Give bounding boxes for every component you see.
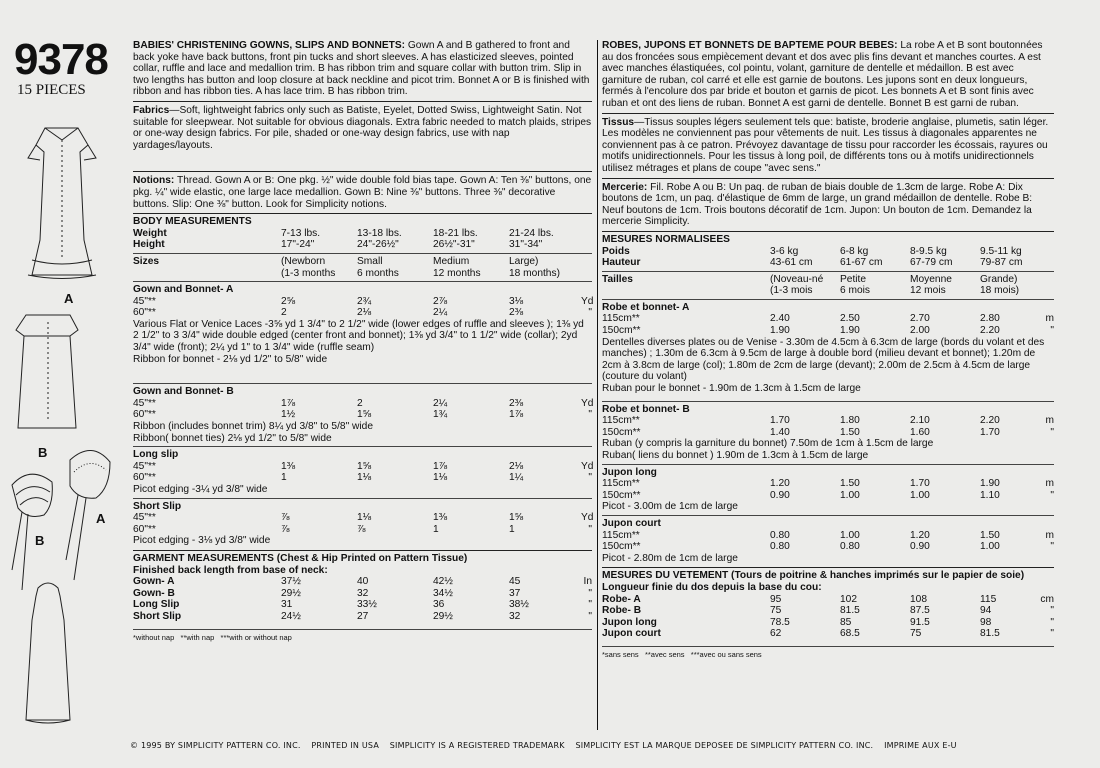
jupon-long-title: Jupon long (602, 466, 657, 478)
garment-measurements-subtitle: Finished back length from base of neck: (133, 564, 328, 576)
body-measurements-title: BODY MEASUREMENTS (133, 216, 252, 228)
picot-note: Picot - 3.00m de 1cm de large (602, 501, 738, 513)
dentelles-note: Dentelles diverses plates ou de Venise - 3.30m de 4.5cm à 6.3cm de large (bords du volant et des manches) ; 1.30m de 6.3cm à 9.5cm de large à double bord (milieu devant et bonnet); 1.20m de 2cm à 3.8cm de large (col); 1.80m de 2cm de large (devant); 2.00m de 2.5cm à 4.5cm de large (couture du volant) (602, 336, 1045, 383)
table-row: Robe- B 75 81.5 87.5 94 " (602, 605, 1054, 617)
mesures-vetement-title: MESURES DU VETEMENT (Tours de poitrine & hanches imprimés sur le papier de soie) (602, 570, 1025, 582)
table-row: 115cm** 2.40 2.50 2.70 2.80 m (602, 313, 1054, 325)
table-row: 150cm** 1.90 1.90 2.00 2.20 " (602, 325, 1054, 337)
table-row: 60"** 2 2⅛ 2¼ 2⅜ " (133, 307, 592, 319)
printed-in: PRINTED IN USA (311, 741, 379, 750)
tissus: Tissus—Tissus souples légers seulement tels que: batiste, broderie anglaise, plumetis, satin léger. Les modèles ne conviennent pas pour vêtements de nuit. Les tissus à diagonales apparentes ne conviennent pas à ce patron. Prévoyez davantage de tissu pour raccorder les écossais, rayures ou motifs unidirectionnels. Pour les tissus à long poil, de différents tons ou à motifs unidirectionnels utilisez métrages et plans de coupe "avec sens." (602, 116, 1049, 174)
nap-footnote: *without nap **with nap ***with or without nap (133, 632, 292, 642)
table-row: 60"** 1 1⅛ 1⅛ 1¼ " (133, 472, 592, 484)
robe-bonnet-a-title: Robe et bonnet- A (602, 301, 690, 313)
gown-bonnet-b-title: Gown and Bonnet- B (133, 386, 234, 398)
table-row: Robe- A 95 102 108 115 cm (602, 593, 1054, 605)
sizes-row-2: (1-3 months 6 months 12 months 18 months) (281, 267, 560, 279)
poids-row: Poids 3-6 kg 6-8 kg 8-9.5 kg 9.5-11 kg (602, 245, 1022, 257)
footer (130, 741, 965, 750)
piece-count: 15 PIECES (17, 82, 86, 98)
sizes-row: Sizes (Newborn Small Medium Large) (133, 255, 539, 267)
french-column (602, 40, 1054, 661)
hauteur-row: Hauteur 43-61 cm 61-67 cm 67-79 cm 79-87 cm (602, 257, 1023, 269)
view-label-a: A (64, 291, 74, 306)
jupon-court-title: Jupon court (602, 517, 661, 529)
column-divider (597, 40, 598, 730)
table-row: 45"** 1⅜ 1⅝ 1⅞ 2⅛ Yd (133, 460, 594, 472)
picot-note: Picot - 2.80m de 1cm de large (602, 552, 738, 564)
table-row: Jupon long 78.5 85 91.5 98 " (602, 616, 1054, 628)
table-row: 60"** 1½ 1⅝ 1¾ 1⅞ " (133, 409, 592, 421)
english-column (133, 40, 592, 643)
ruban-note: Ruban pour le bonnet - 1.90m de 1.3cm à 1.5cm de large (602, 383, 861, 395)
weight-row: Weight 7-13 lbs. 13-18 lbs. 18-21 lbs. 21-24 lbs. (133, 227, 554, 239)
gown-bonnet-a-title: Gown and Bonnet- A (133, 284, 234, 296)
short-slip-title: Short Slip (133, 500, 182, 512)
ribbon-note: Ribbon (includes bonnet trim) 8¼ yd 3/8" to 5/8" wide (133, 421, 373, 433)
description-fr: ROBES, JUPONS ET BONNETS DE BAPTEME POUR BEBES: La robe A et B sont boutonnées au dos froncées sous empiècement devant et dos avec plis fins devant et manches courtes. A est avec manches élastiquées, col pointu, volant, garniture de dentelle et médaillon. B est avec garniture de ruban, col carré et elle est garnie de boutons. Les jupons sont en deux longueurs, fermés à l'encolure dos par bride et bouton et garnis de picot. Les bonnets A et B sont finis avec ruban et ont des liens de ruban. Bonnet A est garni de dentelle. Bonnet B est garni de ruban. (602, 40, 1043, 109)
view-label-b-bonnet: B (35, 533, 45, 548)
table-row: Gown- A 37½ 40 42½ 45 In (133, 576, 592, 588)
garment-measurements-title: GARMENT MEASUREMENTS (Chest & Hip Printed on Pattern Tissue) (133, 552, 468, 564)
view-label-b: B (38, 445, 48, 460)
notions: Notions: Thread. Gown A or B: One pkg. ½" wide double fold bias tape. Gown A: Ten ⅜" buttons, one pkg. ¼" wide elastic, one large lace medallion. Gown B: Nine ⅜" buttons. Three ⅜" decorative buttons. Slip: One ⅜" button. Look for Simplicity notions. (133, 175, 592, 210)
table-row: 45"** 2⅝ 2¾ 2⅞ 3⅛ Yd (133, 295, 594, 307)
table-row: Short Slip 24½ 27 29½ 32 " (133, 610, 592, 622)
ruban-note: Ruban( liens du bonnet ) 1.90m de 1.3cm à 1.5cm de large (602, 450, 869, 461)
fabrics: Fabrics—Soft, lightweight fabrics only such as Batiste, Eyelet, Dotted Swiss, Lightweight Satin. Not suitable for sleepwear. Not suitable for obvious diagonals. Extra fabric needed to match plaids, stripes or one-way design fabrics. For pile, shaded or one-way design fabrics, use with nap yardages/layouts. (133, 104, 592, 151)
garment-line-drawings (0, 100, 125, 740)
long-slip-title: Long slip (133, 449, 179, 461)
trademark: SIMPLICITY IS A REGISTERED TRADEMARK (389, 741, 565, 750)
mesures-vetement-subtitle: Longueur finie du dos depuis la base du cou: (602, 581, 822, 593)
ribbon-note: Ribbon( bonnet ties) 2⅛ yd 1/2" to 5/8" wide (133, 432, 332, 444)
table-row: 60"** ⅞ ⅞ 1 1 " (133, 523, 592, 535)
mesures-title: MESURES NORMALISEES (602, 233, 730, 245)
table-row: Jupon court 62 68.5 75 81.5 " (602, 628, 1054, 640)
laces-note: Various Flat or Venice Laces -3⅝ yd 1 3/4" to 2 1/2" wide (lower edges of ruffle and sleeves ); 1⅜ yd 2 1/2" to 3 3/4" wide double edged (center front and bonnet); 1⅜ yd 3/4" to 1 1/2" wide (collar); 2yd 3/4" wide (front); 2¼ yd 1" to 1 3/4" wide (ruffle seam) (133, 318, 584, 354)
mercerie: Mercerie: Fil. Robe A ou B: Un paq. de ruban de biais double de 1.3cm de large. Robe A: Dix boutons de 1cm, un paq. d'élastique de 6mm de large, un grand médaillon de dentelle. Robe B: Neuf boutons de 1cm. Trois boutons décoratif de 1cm. Jupon: Un bouton de 1cm. Demandez la mercerie Simplicity. (602, 181, 1033, 228)
copyright: © 1995 BY SIMPLICITY PATTERN CO. INC. (130, 741, 301, 750)
view-label-a-bonnet: A (96, 511, 106, 526)
pattern-number: 9378 (14, 35, 108, 84)
table-row: 45"** ⅞ 1⅛ 1⅜ 1⅝ Yd (133, 512, 594, 524)
table-row: 45"** 1⅞ 2 2¼ 2⅜ Yd (133, 397, 594, 409)
trademark-fr: SIMPLICITY EST LA MARQUE DEPOSEE DE SIMPLICITY PATTERN CO. INC. (575, 741, 874, 750)
imprime: IMPRIME AUX E-U (884, 741, 957, 750)
picot-note: Picot edging - 3⅛ yd 3/8" wide (133, 535, 271, 547)
table-row: 150cm** 0.80 0.80 0.90 1.00 " (602, 541, 1054, 553)
table-row: 150cm** 1.40 1.50 1.60 1.70 " (602, 426, 1054, 438)
table-row: Long Slip 31 33½ 36 38½ " (133, 599, 592, 611)
picot-note: Picot edging -3¼ yd 3/8" wide (133, 484, 268, 495)
table-row: 115cm** 1.70 1.80 2.10 2.20 m (602, 415, 1054, 427)
table-row: 115cm** 1.20 1.50 1.70 1.90 m (602, 478, 1054, 490)
robe-bonnet-b-title: Robe et bonnet- B (602, 403, 690, 415)
sens-footnote: *sans sens **avec sens ***avec ou sans sens (602, 649, 762, 659)
height-row: Height 17"-24" 24"-26½" 26½"-31" 31"-34" (133, 239, 543, 251)
description: BABIES' CHRISTENING GOWNS, SLIPS AND BONNETS: Gown A and B gathered to front and back yoke have back buttons, front pin tucks and short sleeves. A has elasticized sleeves, pointed collar, ruffle and lace and medallion trim. B has ribbon trim and square collar with button trim. Slip in two lengths has button and loop closure at back neckline and picot trim. Bonnet A or B is finished with ribbon and has ribbon ties. A has lace trim. B has ribbon trim. (133, 40, 590, 98)
table-row: 150cm** 0.90 1.00 1.00 1.10 " (602, 489, 1054, 501)
tailles-row-2: (1-3 mois 6 mois 12 mois 18 mois) (770, 285, 1020, 297)
ribbon-note: Ribbon for bonnet - 2⅛ yd 1/2" to 5/8" wide (133, 353, 328, 365)
tailles-row: Tailles (Noveau-né Petite Moyenne Grande) (602, 273, 1018, 285)
ruban-note: Ruban (y compris la garniture du bonnet) 7.50m de 1cm à 1.5cm de large (602, 438, 934, 450)
table-row: Gown- B 29½ 32 34½ 37 " (133, 587, 592, 599)
table-row: 115cm** 0.80 1.00 1.20 1.50 m (602, 529, 1054, 541)
